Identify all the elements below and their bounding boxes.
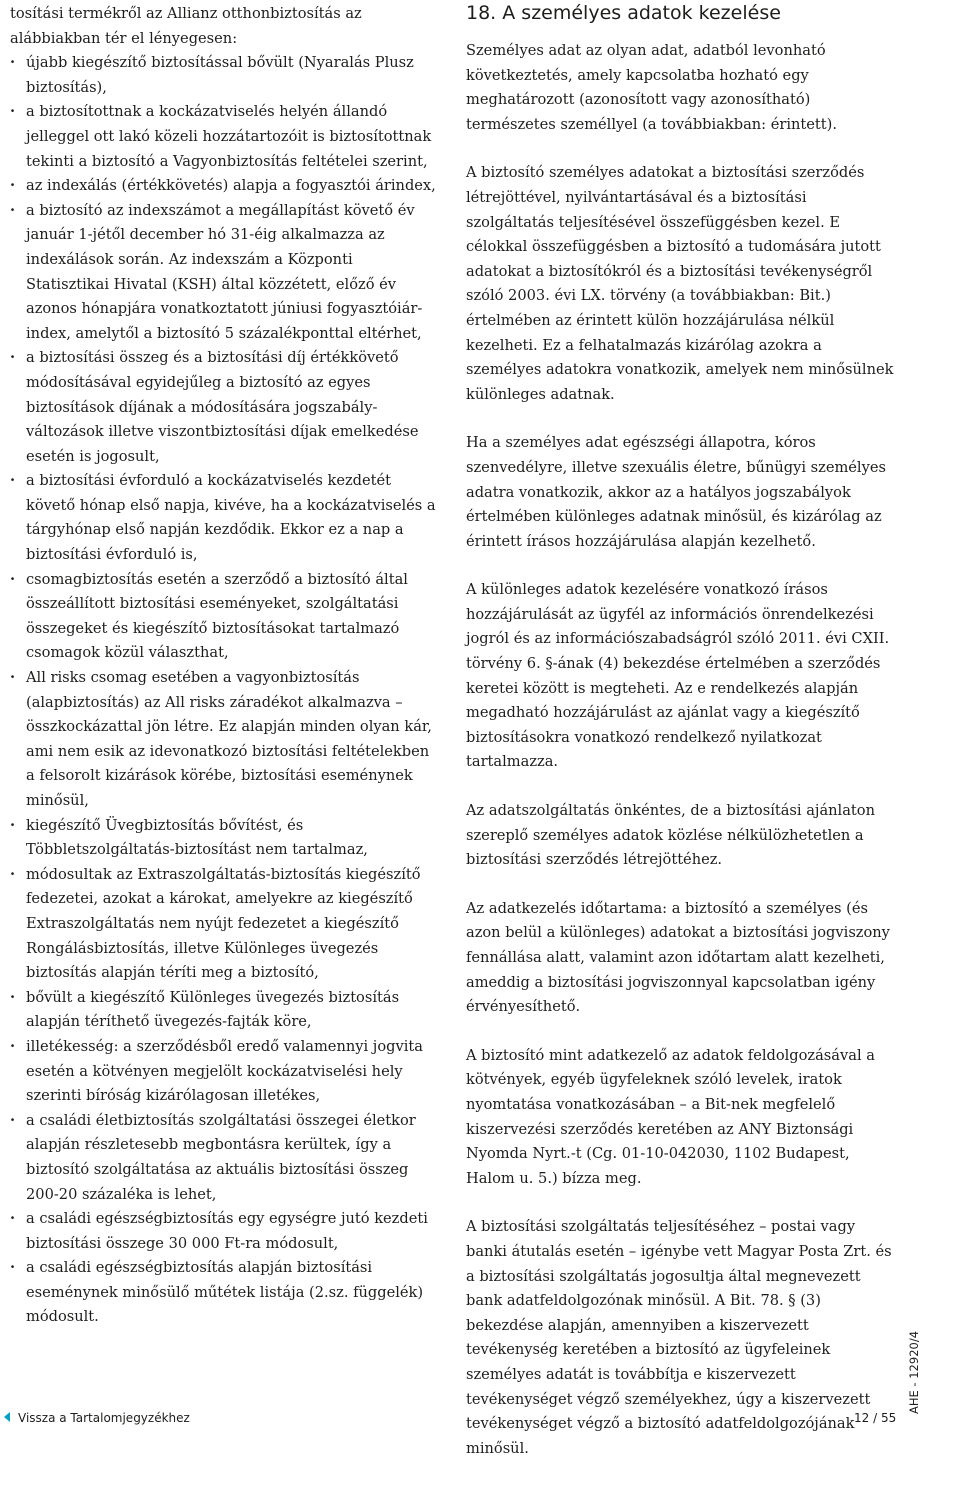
list-item: · a biztosítottnak a kockázatviselés helyén állandó jelleggel ott lakó közeli hozzátartozóit is biztosítottnak tekinti a biztosító a Vagyonbiztosítás feltételei szerint, xyxy=(10,100,438,174)
section-heading: 18. A személyes adatok kezelése xyxy=(466,2,781,24)
paragraph: A biztosítási szolgáltatás teljesítéséhez – postai vagy banki átutalás esetén – igénybe vett Magyar Posta Zrt. és a biztosítási szolgáltatás jogosultja által megnevezett bank adatfeldolgozónak minősül. A Bit. 78. § (3) bekezdése alapján, amennyiben a kiszervezett tevékenység keretében a biztosító az ügyfeleinek személyes adatát is továbbítja e kiszervezett tevékenységet végző személyekhez, úgy a kiszervezett tevékenységet végző a biztosító adatfeldolgozójának minősül. xyxy=(466,1218,892,1457)
document-code: AHE - 12920/4 xyxy=(907,1330,921,1414)
list-item: · csomagbiztosítás esetén a szerződő a biztosító által összeállított biztosítási eseményeket, szolgáltatási összegeket és kiegészítő biztosításokat tartalmazó csomagok közül választhat, xyxy=(10,568,438,666)
list-item: · a családi egészségbiztosítás egy egységre jutó kezdeti biztosítási összege 30 000 Ft-ra módosult, xyxy=(10,1207,438,1256)
list-item: · kiegészítő Üvegbiztosítás bővítést, és Többletszolgáltatás-biztosítást nem tartalmaz, xyxy=(10,814,438,863)
list-item: · az indexálás (értékkövetés) alapja a fogyasztói árindex, xyxy=(10,174,438,199)
list-item: · a biztosítási évforduló a kockázatviselés kezdetét követő hónap első napja, kivéve, ha a kockázatviselés a tárgyhónap első napján kezdődik. Ekkor ez a nap a biztosítási évforduló is, xyxy=(10,469,438,567)
back-to-toc-link[interactable] xyxy=(4,1410,190,1426)
list-item: · módosultak az Extraszolgáltatás-biztosítás kiegészítő fedezetei, azokat a károkat, amelyekre az kiegészítő Extraszolgáltatás nem nyújt fedezetet a kiegészítő Rongálásbiztosítás, illetve Különleges üvegezés biztosítás alapján téríti meg a biztosító, xyxy=(10,863,438,986)
paragraph: A biztosító mint adatkezelő az adatok feldolgozásával a kötvények, egyéb ügyfeleknek szóló levelek, iratok nyomtatása vonatkozásában – a Bit-nek megfelelő kiszervezési szerződés keretében az ANY Biztonsági Nyomda Nyrt.-t (Cg. 01-10-042030, 1102 Budapest, Halom u. 5.) bízza meg. xyxy=(466,1046,875,1187)
right-column xyxy=(466,0,898,1485)
page-number: 12 / 55 xyxy=(854,1411,897,1425)
paragraph: A különleges adatok kezelésére vonatkozó írásos hozzájárulását az ügyfél az információs önrendelkezési jogról és az információszabadságról szóló 2011. évi CXII. törvény 6. §-ának (4) bekezdése értelmében a szerződés keretei között is megteheti. Az e rendelkezés alapján megadható hozzájárulást az ajánlat vagy a kiegészítő biztosításokra vonatkozó rendelkező nyilatkozat tartalmazza. xyxy=(466,581,890,771)
bullet-list xyxy=(10,51,438,1330)
left-triangle-icon xyxy=(4,1412,10,1422)
list-item: · a családi életbiztosítás szolgáltatási összegei életkor alapján részletesebb megbontásra kerültek, így a biztosító szolgáltatása az aktuális biztosítási összeg 200-20 százaléka is lehet, xyxy=(10,1109,438,1207)
paragraph: Az adatszolgáltatás önkéntes, de a biztosítási ajánlaton szereplő személyes adatok közlése nélkülözhetetlen a biztosítási szerződés létrejöttéhez. xyxy=(466,802,875,869)
back-to-toc-label: Vissza a Tartalomjegyzékhez xyxy=(18,1411,190,1425)
paragraph: A biztosító személyes adatokat a biztosítási szerződés létrejöttével, nyilvántartásával és a biztosítási szolgáltatás teljesítésével összefüggésben kezel. E célokkal összefüggésben a biztosító a tudomására jutott adatokat a biztosítókról és a biztosítási tevékenységről szóló 2003. évi LX. törvény (a továbbiakban: Bit.) értelmében az érintett külön hozzájárulása nélkül kezelheti. Ez a felhatalmazás kizárólag azokra a személyes adatokra vonatkozik, amelyek nem minősülnek különleges adatnak. xyxy=(466,164,894,403)
paragraph: Az adatkezelés időtartama: a biztosító a személyes (és azon belül a különleges) adatokat a biztosítási jogviszony fennállása alatt, valamint azon időtartam alatt kezelheti, ameddig a biztosítási jogviszonnyal kapcsolatban igény érvényesíthető. xyxy=(466,899,890,1016)
intro-paragraph: tosítási termékről az Allianz otthonbiztosítás az alábbiakban tér el lényegesen: xyxy=(10,5,362,47)
list-item: · a családi egészségbiztosítás alapján biztosítási eseménynek minősülő műtétek listája (2.sz. függelék) módosult. xyxy=(10,1256,438,1330)
list-item: · a biztosítási összeg és a biztosítási díj értékkövető módosításával egyidejűleg a biztosító az egyes biztosítások díjának a módosítására jogszabály-változások illetve viszontbiztosítási díjak emelkedése esetén is jogosult, xyxy=(10,346,438,469)
list-item: · a biztosító az indexszámot a megállapítást követő év január 1-jétől december hó 31-éig alkalmazza az indexálások során. Az indexszám a Központi Statisztikai Hivatal (KSH) által közzétett, előző év azonos hónapjára vonatkoztatott júniusi fogyasztóiár-index, amelytől a biztosító 5 százalékponttal eltérhet, xyxy=(10,199,438,347)
list-item: · bővült a kiegészítő Különleges üvegezés biztosítás alapján téríthető üvegezés-fajták köre, xyxy=(10,986,438,1035)
paragraph: Személyes adat az olyan adat, adatból levonható következtetés, amely kapcsolatba hozható egy meghatározott (azonosított vagy azonosítható) természetes személlyel (a továbbiakban: érintett). xyxy=(466,42,837,133)
paragraph: Ha a személyes adat egészségi állapotra, kóros szenvedélyre, illetve szexuális életre, bűnügyi személyes adatra vonatkozik, akkor az a hatályos jogszabályok értelmében különleges adatnak minősül, és kizárólag az érintett írásos hozzájárulása alapján kezelhető. xyxy=(466,434,886,550)
left-column xyxy=(10,0,438,1330)
list-item: · újabb kiegészítő biztosítással bővült (Nyaralás Plusz biztosítás), xyxy=(10,51,438,100)
list-item: · illetékesség: a szerződésből eredő valamennyi jogvita esetén a kötvényen megjelölt kockázatviselési hely szerinti bíróság kizárólagosan illetékes, xyxy=(10,1035,438,1109)
list-item: · All risks csomag esetében a vagyonbiztosítás (alapbiztosítás) az All risks záradékot alkalmazva – összkockázattal jön létre. Ez alapján minden olyan kár, ami nem esik az idevonatkozó biztosítási feltételekben a felsorolt kizárások körébe, biztosítási eseménynek minősül, xyxy=(10,666,438,814)
